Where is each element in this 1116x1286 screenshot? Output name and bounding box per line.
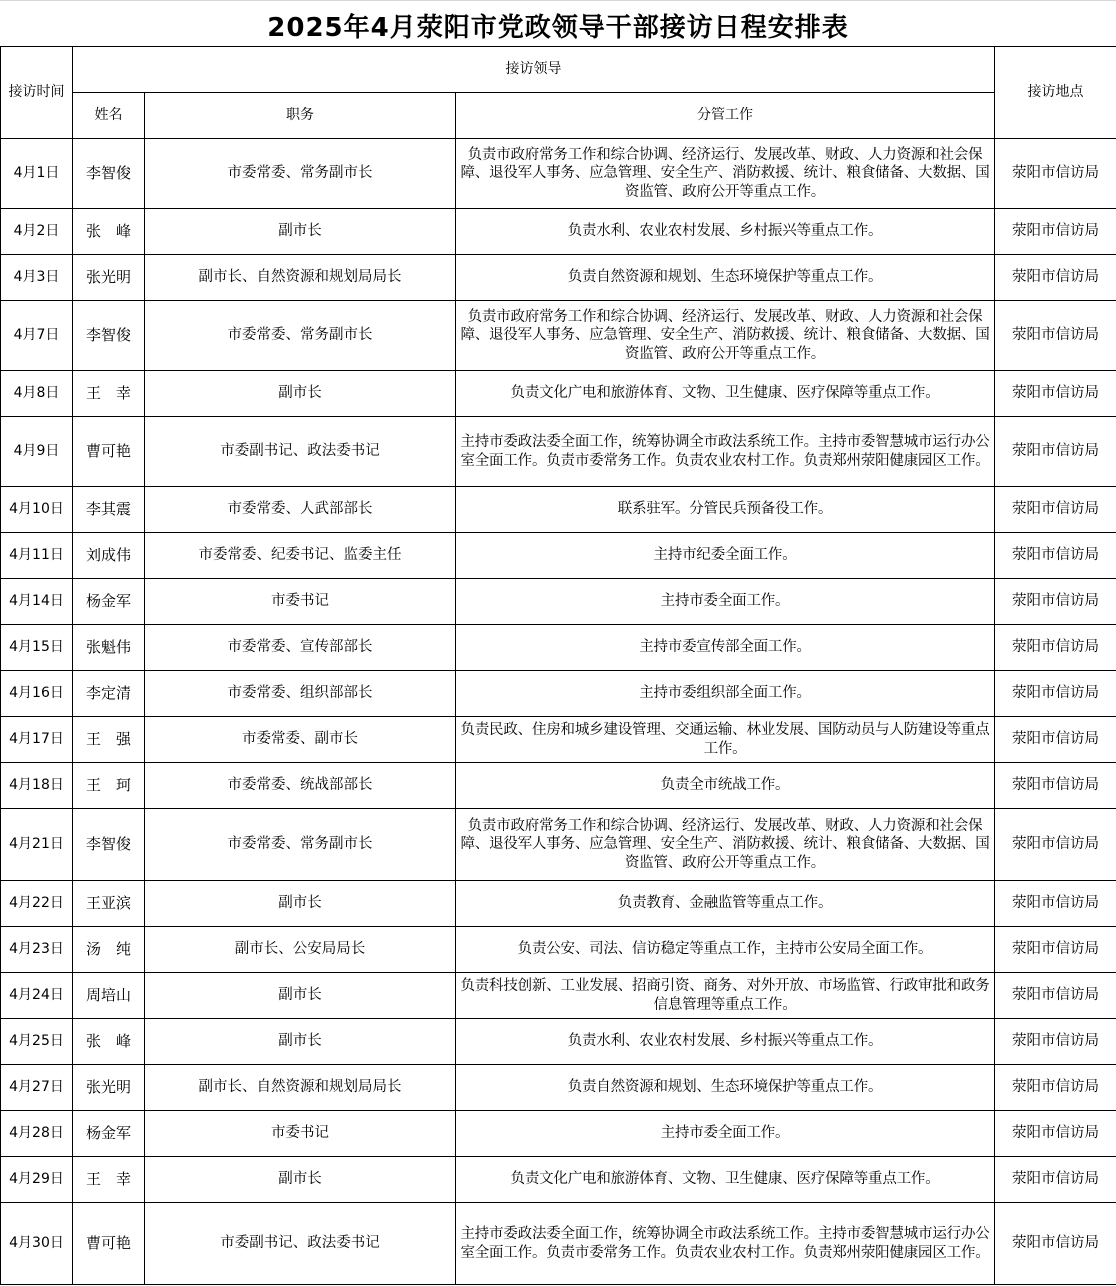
date-cell: 4月1日 xyxy=(1,139,73,209)
name-cell: 张 峰 xyxy=(73,209,145,255)
table-row xyxy=(1,301,1116,371)
name-cell: 汤 纯 xyxy=(73,927,145,973)
duties-cell: 主持市委宣传部全面工作。 xyxy=(456,625,995,671)
location-cell: 荥阳市信访局 xyxy=(995,881,1116,927)
date-cell: 4月11日 xyxy=(1,533,73,579)
position-cell: 副市长、公安局局长 xyxy=(145,927,456,973)
date-cell: 4月17日 xyxy=(1,717,73,763)
date-cell: 4月3日 xyxy=(1,255,73,301)
position-cell: 副市长 xyxy=(145,209,456,255)
header-duties: 分管工作 xyxy=(456,93,995,139)
position-cell: 市委常委、宣传部部长 xyxy=(145,625,456,671)
duties-cell: 负责市政府常务工作和综合协调、经济运行、发展改革、财政、人力资源和社会保障、退役军人事务、应急管理、安全生产、消防救援、统计、粮食储备、大数据、国资监管、政府公开等重点工作。 xyxy=(456,139,995,209)
date-cell: 4月9日 xyxy=(1,417,73,487)
header-name: 姓名 xyxy=(73,93,145,139)
name-cell: 曹可艳 xyxy=(73,417,145,487)
position-cell: 市委副书记、政法委书记 xyxy=(145,417,456,487)
date-cell: 4月21日 xyxy=(1,809,73,881)
position-cell: 市委常委、组织部部长 xyxy=(145,671,456,717)
name-cell: 李定清 xyxy=(73,671,145,717)
title-bar xyxy=(0,0,1116,46)
page-title: 2025年4月荥阳市党政领导干部接访日程安排表 xyxy=(267,13,849,43)
position-cell: 市委书记 xyxy=(145,1111,456,1157)
duties-cell: 负责市政府常务工作和综合协调、经济运行、发展改革、财政、人力资源和社会保障、退役军人事务、应急管理、安全生产、消防救援、统计、粮食储备、大数据、国资监管、政府公开等重点工作。 xyxy=(456,301,995,371)
name-cell: 李其震 xyxy=(73,487,145,533)
location-cell: 荥阳市信访局 xyxy=(995,625,1116,671)
date-cell: 4月22日 xyxy=(1,881,73,927)
location-cell: 荥阳市信访局 xyxy=(995,1111,1116,1157)
duties-cell: 负责全市统战工作。 xyxy=(456,763,995,809)
name-cell: 李智俊 xyxy=(73,301,145,371)
name-cell: 王亚滨 xyxy=(73,881,145,927)
date-cell: 4月28日 xyxy=(1,1111,73,1157)
position-cell: 副市长 xyxy=(145,881,456,927)
name-cell: 王 幸 xyxy=(73,1157,145,1203)
location-cell: 荥阳市信访局 xyxy=(995,301,1116,371)
duties-cell: 主持市委政法委全面工作，统筹协调全市政法系统工作。主持市委智慧城市运行办公室全面工作。负责市委常务工作。负责农业农村工作。负责郑州荥阳健康园区工作。 xyxy=(456,417,995,487)
table-row xyxy=(1,487,1116,533)
location-cell: 荥阳市信访局 xyxy=(995,1203,1116,1285)
table-row xyxy=(1,1203,1116,1285)
position-cell: 副市长 xyxy=(145,1019,456,1065)
duties-cell: 负责文化广电和旅游体育、文物、卫生健康、医疗保障等重点工作。 xyxy=(456,371,995,417)
table-row xyxy=(1,579,1116,625)
schedule-table xyxy=(0,46,1116,1285)
header-leader-group: 接访领导 xyxy=(73,47,995,93)
location-cell: 荥阳市信访局 xyxy=(995,487,1116,533)
table-row xyxy=(1,371,1116,417)
date-cell: 4月2日 xyxy=(1,209,73,255)
position-cell: 副市长 xyxy=(145,1157,456,1203)
header-time: 接访时间 xyxy=(1,47,73,139)
table-row xyxy=(1,1111,1116,1157)
table-row xyxy=(1,927,1116,973)
header-position: 职务 xyxy=(145,93,456,139)
name-cell: 李智俊 xyxy=(73,809,145,881)
table-row xyxy=(1,671,1116,717)
location-cell: 荥阳市信访局 xyxy=(995,717,1116,763)
date-cell: 4月30日 xyxy=(1,1203,73,1285)
duties-cell: 负责市政府常务工作和综合协调、经济运行、发展改革、财政、人力资源和社会保障、退役军人事务、应急管理、安全生产、消防救援、统计、粮食储备、大数据、国资监管、政府公开等重点工作。 xyxy=(456,809,995,881)
location-cell: 荥阳市信访局 xyxy=(995,139,1116,209)
date-cell: 4月15日 xyxy=(1,625,73,671)
position-cell: 市委常委、统战部部长 xyxy=(145,763,456,809)
name-cell: 张光明 xyxy=(73,255,145,301)
date-cell: 4月23日 xyxy=(1,927,73,973)
name-cell: 张魁伟 xyxy=(73,625,145,671)
duties-cell: 主持市委组织部全面工作。 xyxy=(456,671,995,717)
duties-cell: 主持市纪委全面工作。 xyxy=(456,533,995,579)
position-cell: 市委副书记、政法委书记 xyxy=(145,1203,456,1285)
date-cell: 4月27日 xyxy=(1,1065,73,1111)
table-row xyxy=(1,139,1116,209)
duties-cell: 负责文化广电和旅游体育、文物、卫生健康、医疗保障等重点工作。 xyxy=(456,1157,995,1203)
position-cell: 市委常委、常务副市长 xyxy=(145,301,456,371)
duties-cell: 负责自然资源和规划、生态环境保护等重点工作。 xyxy=(456,1065,995,1111)
position-cell: 副市长 xyxy=(145,973,456,1019)
duties-cell: 负责水利、农业农村发展、乡村振兴等重点工作。 xyxy=(456,209,995,255)
name-cell: 曹可艳 xyxy=(73,1203,145,1285)
date-cell: 4月8日 xyxy=(1,371,73,417)
name-cell: 杨金军 xyxy=(73,1111,145,1157)
table-row xyxy=(1,209,1116,255)
table-row xyxy=(1,881,1116,927)
name-cell: 杨金军 xyxy=(73,579,145,625)
duties-cell: 主持市委政法委全面工作，统筹协调全市政法系统工作。主持市委智慧城市运行办公室全面工作。负责市委常务工作。负责农业农村工作。负责郑州荥阳健康园区工作。 xyxy=(456,1203,995,1285)
location-cell: 荥阳市信访局 xyxy=(995,973,1116,1019)
position-cell: 市委书记 xyxy=(145,579,456,625)
duties-cell: 负责自然资源和规划、生态环境保护等重点工作。 xyxy=(456,255,995,301)
table-row xyxy=(1,417,1116,487)
duties-cell: 主持市委全面工作。 xyxy=(456,579,995,625)
date-cell: 4月24日 xyxy=(1,973,73,1019)
location-cell: 荥阳市信访局 xyxy=(995,209,1116,255)
location-cell: 荥阳市信访局 xyxy=(995,1157,1116,1203)
date-cell: 4月14日 xyxy=(1,579,73,625)
location-cell: 荥阳市信访局 xyxy=(995,1019,1116,1065)
location-cell: 荥阳市信访局 xyxy=(995,763,1116,809)
location-cell: 荥阳市信访局 xyxy=(995,1065,1116,1111)
position-cell: 副市长、自然资源和规划局局长 xyxy=(145,1065,456,1111)
date-cell: 4月25日 xyxy=(1,1019,73,1065)
name-cell: 王 幸 xyxy=(73,371,145,417)
location-cell: 荥阳市信访局 xyxy=(995,671,1116,717)
duties-cell: 负责水利、农业农村发展、乡村振兴等重点工作。 xyxy=(456,1019,995,1065)
table-row xyxy=(1,717,1116,763)
table-row xyxy=(1,763,1116,809)
date-cell: 4月7日 xyxy=(1,301,73,371)
location-cell: 荥阳市信访局 xyxy=(995,255,1116,301)
duties-cell: 负责民政、住房和城乡建设管理、交通运输、林业发展、国防动员与人防建设等重点工作。 xyxy=(456,717,995,763)
position-cell: 副市长 xyxy=(145,371,456,417)
name-cell: 王 强 xyxy=(73,717,145,763)
table-row xyxy=(1,625,1116,671)
duties-cell: 负责科技创新、工业发展、招商引资、商务、对外开放、市场监管、行政审批和政务信息管理等重点工作。 xyxy=(456,973,995,1019)
table-row xyxy=(1,255,1116,301)
header-location: 接访地点 xyxy=(995,47,1116,139)
position-cell: 市委常委、副市长 xyxy=(145,717,456,763)
position-cell: 市委常委、人武部部长 xyxy=(145,487,456,533)
name-cell: 刘成伟 xyxy=(73,533,145,579)
table-row xyxy=(1,1019,1116,1065)
table-row xyxy=(1,533,1116,579)
position-cell: 市委常委、常务副市长 xyxy=(145,139,456,209)
location-cell: 荥阳市信访局 xyxy=(995,809,1116,881)
duties-cell: 主持市委全面工作。 xyxy=(456,1111,995,1157)
name-cell: 王 珂 xyxy=(73,763,145,809)
duties-cell: 负责教育、金融监管等重点工作。 xyxy=(456,881,995,927)
position-cell: 市委常委、纪委书记、监委主任 xyxy=(145,533,456,579)
location-cell: 荥阳市信访局 xyxy=(995,533,1116,579)
name-cell: 李智俊 xyxy=(73,139,145,209)
table-row xyxy=(1,809,1116,881)
location-cell: 荥阳市信访局 xyxy=(995,417,1116,487)
date-cell: 4月16日 xyxy=(1,671,73,717)
duties-cell: 联系驻军。分管民兵预备役工作。 xyxy=(456,487,995,533)
name-cell: 张 峰 xyxy=(73,1019,145,1065)
table-row xyxy=(1,1157,1116,1203)
table-row xyxy=(1,1065,1116,1111)
position-cell: 市委常委、常务副市长 xyxy=(145,809,456,881)
name-cell: 张光明 xyxy=(73,1065,145,1111)
date-cell: 4月10日 xyxy=(1,487,73,533)
name-cell: 周培山 xyxy=(73,973,145,1019)
date-cell: 4月29日 xyxy=(1,1157,73,1203)
location-cell: 荥阳市信访局 xyxy=(995,371,1116,417)
position-cell: 副市长、自然资源和规划局局长 xyxy=(145,255,456,301)
location-cell: 荥阳市信访局 xyxy=(995,927,1116,973)
table-row xyxy=(1,973,1116,1019)
location-cell: 荥阳市信访局 xyxy=(995,579,1116,625)
date-cell: 4月18日 xyxy=(1,763,73,809)
duties-cell: 负责公安、司法、信访稳定等重点工作，主持市公安局全面工作。 xyxy=(456,927,995,973)
